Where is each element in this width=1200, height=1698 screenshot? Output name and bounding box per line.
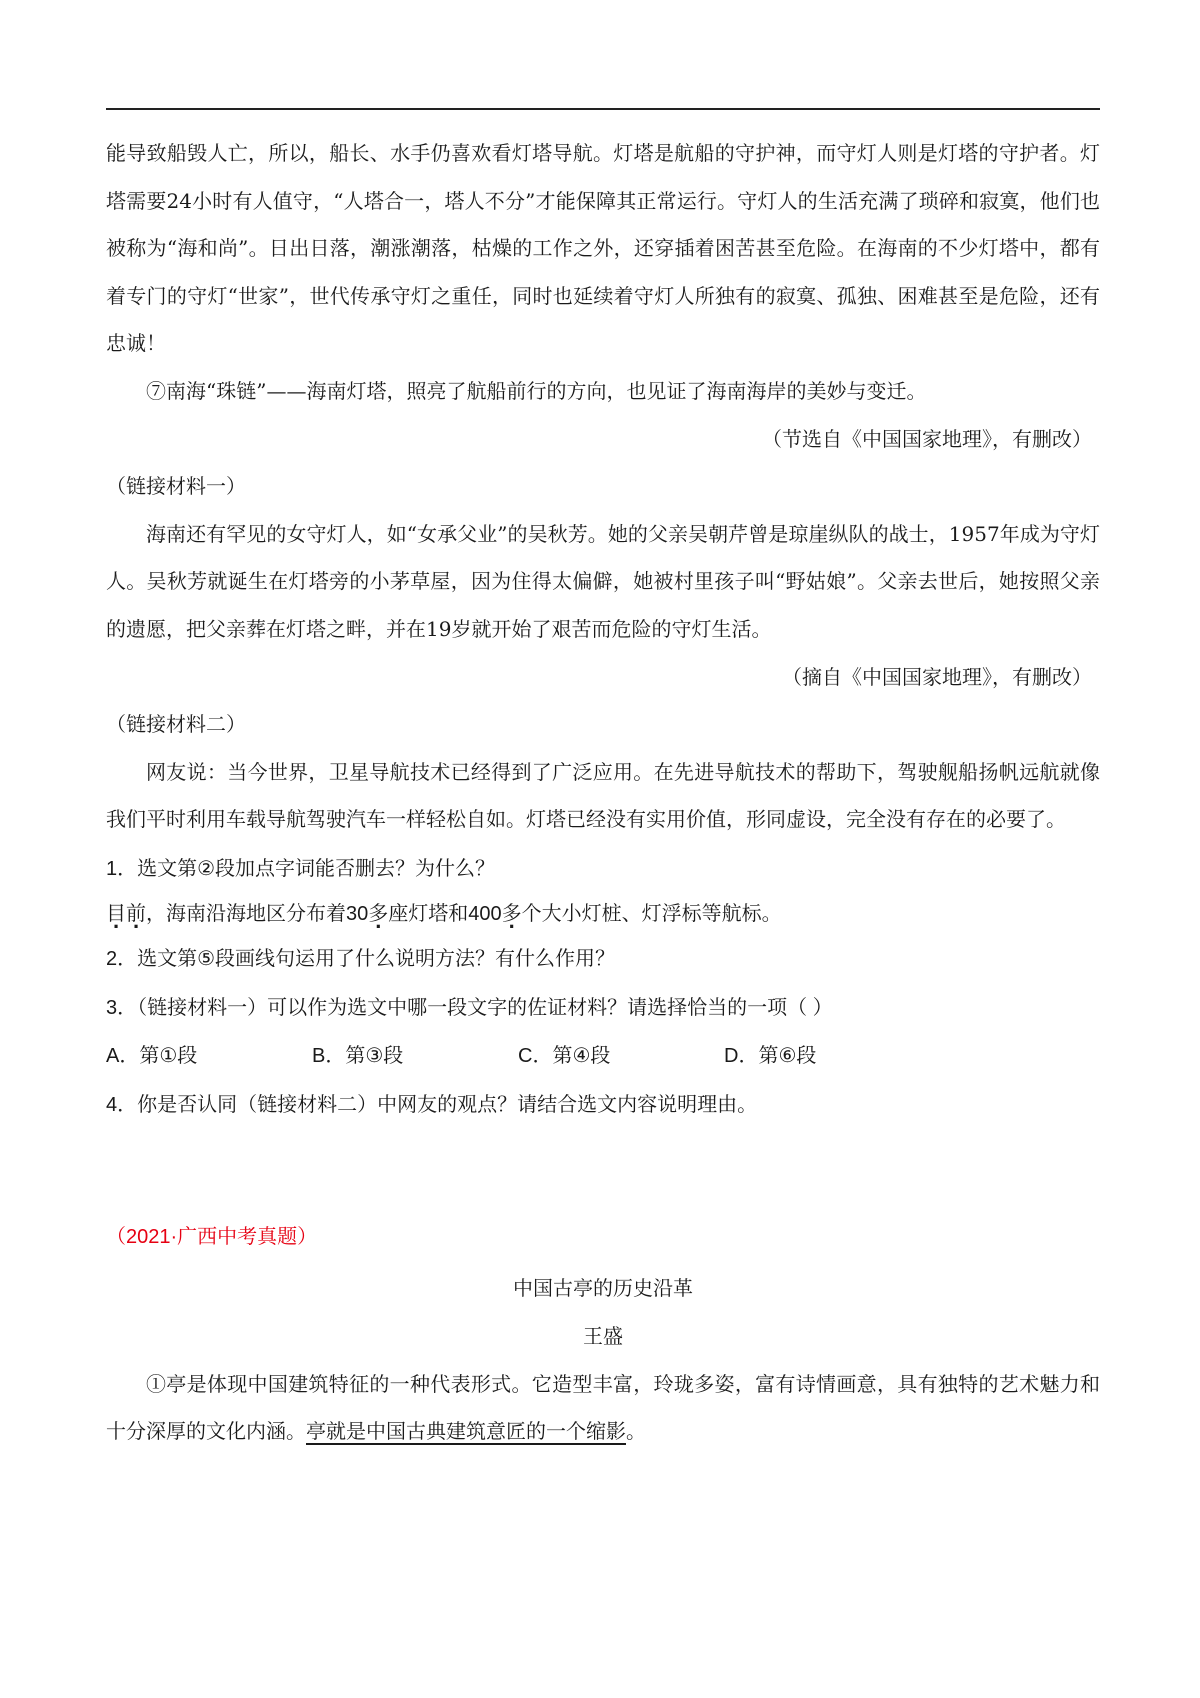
article-paragraph-1 [106,1361,1100,1456]
passage-source: （节选自《中国国家地理》，有删改） [762,426,1092,451]
passage-paragraph-7: ⑦南海“珠链”——海南灯塔，照亮了航船前行的方向，也见证了海南海岸的美妙与变迁。 [146,378,927,403]
quote-text: ，海南沿海地区分布着30 [146,902,369,925]
quote-text: 座灯塔和400 [388,902,502,925]
question-3: 3．（链接材料一）可以作为选文中哪一段文字的佐证材料？请选择恰当的一项（ ） [106,997,833,1020]
exam-source-tag: （2021·广西中考真题） [106,1225,318,1248]
link1-body: 海南还有罕见的女守灯人，如“女承父业”的吴秋芳。她的父亲吴朝芹曾是琼崖纵队的战士，1957年成为守灯人。吴秋芳就诞生在灯塔旁的小茅草屋，因为住得太偏僻，她被村里孩子叫“野姑娘”。父亲去世后，她按照父亲的遗愿，把父亲葬在灯塔之畔，并在19岁就开始了艰苦而危险的守灯生活。 [106,521,1100,641]
paragraph-text: 。 [626,1419,646,1444]
dotted-char: 前 . [126,894,146,934]
link1-source: （摘自《中国国家地理》，有删改） [782,664,1092,689]
option-a: A．第①段 [106,1044,198,1067]
document-body [106,130,1100,1456]
quote-text: 个大小灯桩、灯浮标等航标。 [521,902,782,925]
dotted-char: 多 . [502,894,522,934]
paragraph-text: ①亭是体现中国建筑特征的一种代表形式。它造型丰富，玲珑多姿，富有诗情画意，具有独特的艺术魅力和十分深厚的文化内涵。 [106,1371,1100,1444]
question-1: 1．选文第②段加点字词能否删去？为什么？ [106,857,496,880]
header-rule [106,108,1100,110]
dotted-char: 多 . [368,894,388,934]
question-1-quote [106,894,1100,934]
link2-body: 网友说：当今世界，卫星导航技术已经得到了广泛应用。在先进导航技术的帮助下，驾驶舰船扬帆远航就像我们平时利用车载导航驾驶汽车一样轻松自如。灯塔已经没有实用价值，形同虚设，完全没有存在的必要了。 [106,759,1100,832]
underlined-sentence: 亭就是中国古典建筑意匠的一个缩影 [306,1419,626,1444]
article-title: 中国古亭的历史沿革 [513,1276,693,1301]
passage-paragraph: 能导致船毁人亡，所以，船长、水手仍喜欢看灯塔导航。灯塔是航船的守护神，而守灯人则是灯塔的守护者。灯塔需要24小时有人值守，“人塔合一，塔人不分”才能保障其正常运行。守灯人的生活充满了琐碎和寂寞，他们也被称为“海和尚”。日出日落，潮涨潮落，枯燥的工作之外，还穿插着困苦甚至危险。在海南的不少灯塔中，都有着专门的守灯“世家”，世代传承守灯之重任，同时也延续着守灯人所独有的寂寞、孤独、困难甚至是危险，还有忠诚！ [106,141,1100,356]
question-3-options [106,1033,1100,1081]
option-c: C．第④段 [518,1044,611,1067]
link2-heading: （链接材料二） [106,712,246,737]
question-4: 4．你是否认同（链接材料二）中网友的观点？请结合选文内容说明理由。 [106,1094,758,1117]
article-author: 王盛 [583,1324,623,1349]
dotted-char: 目 . [106,894,126,934]
link1-heading: （链接材料一） [106,474,246,499]
option-b: B．第③段 [312,1044,404,1067]
question-2: 2．选文第⑤段画线句运用了什么说明方法？有什么作用？ [106,947,616,970]
option-d: D．第⑥段 [724,1044,817,1067]
